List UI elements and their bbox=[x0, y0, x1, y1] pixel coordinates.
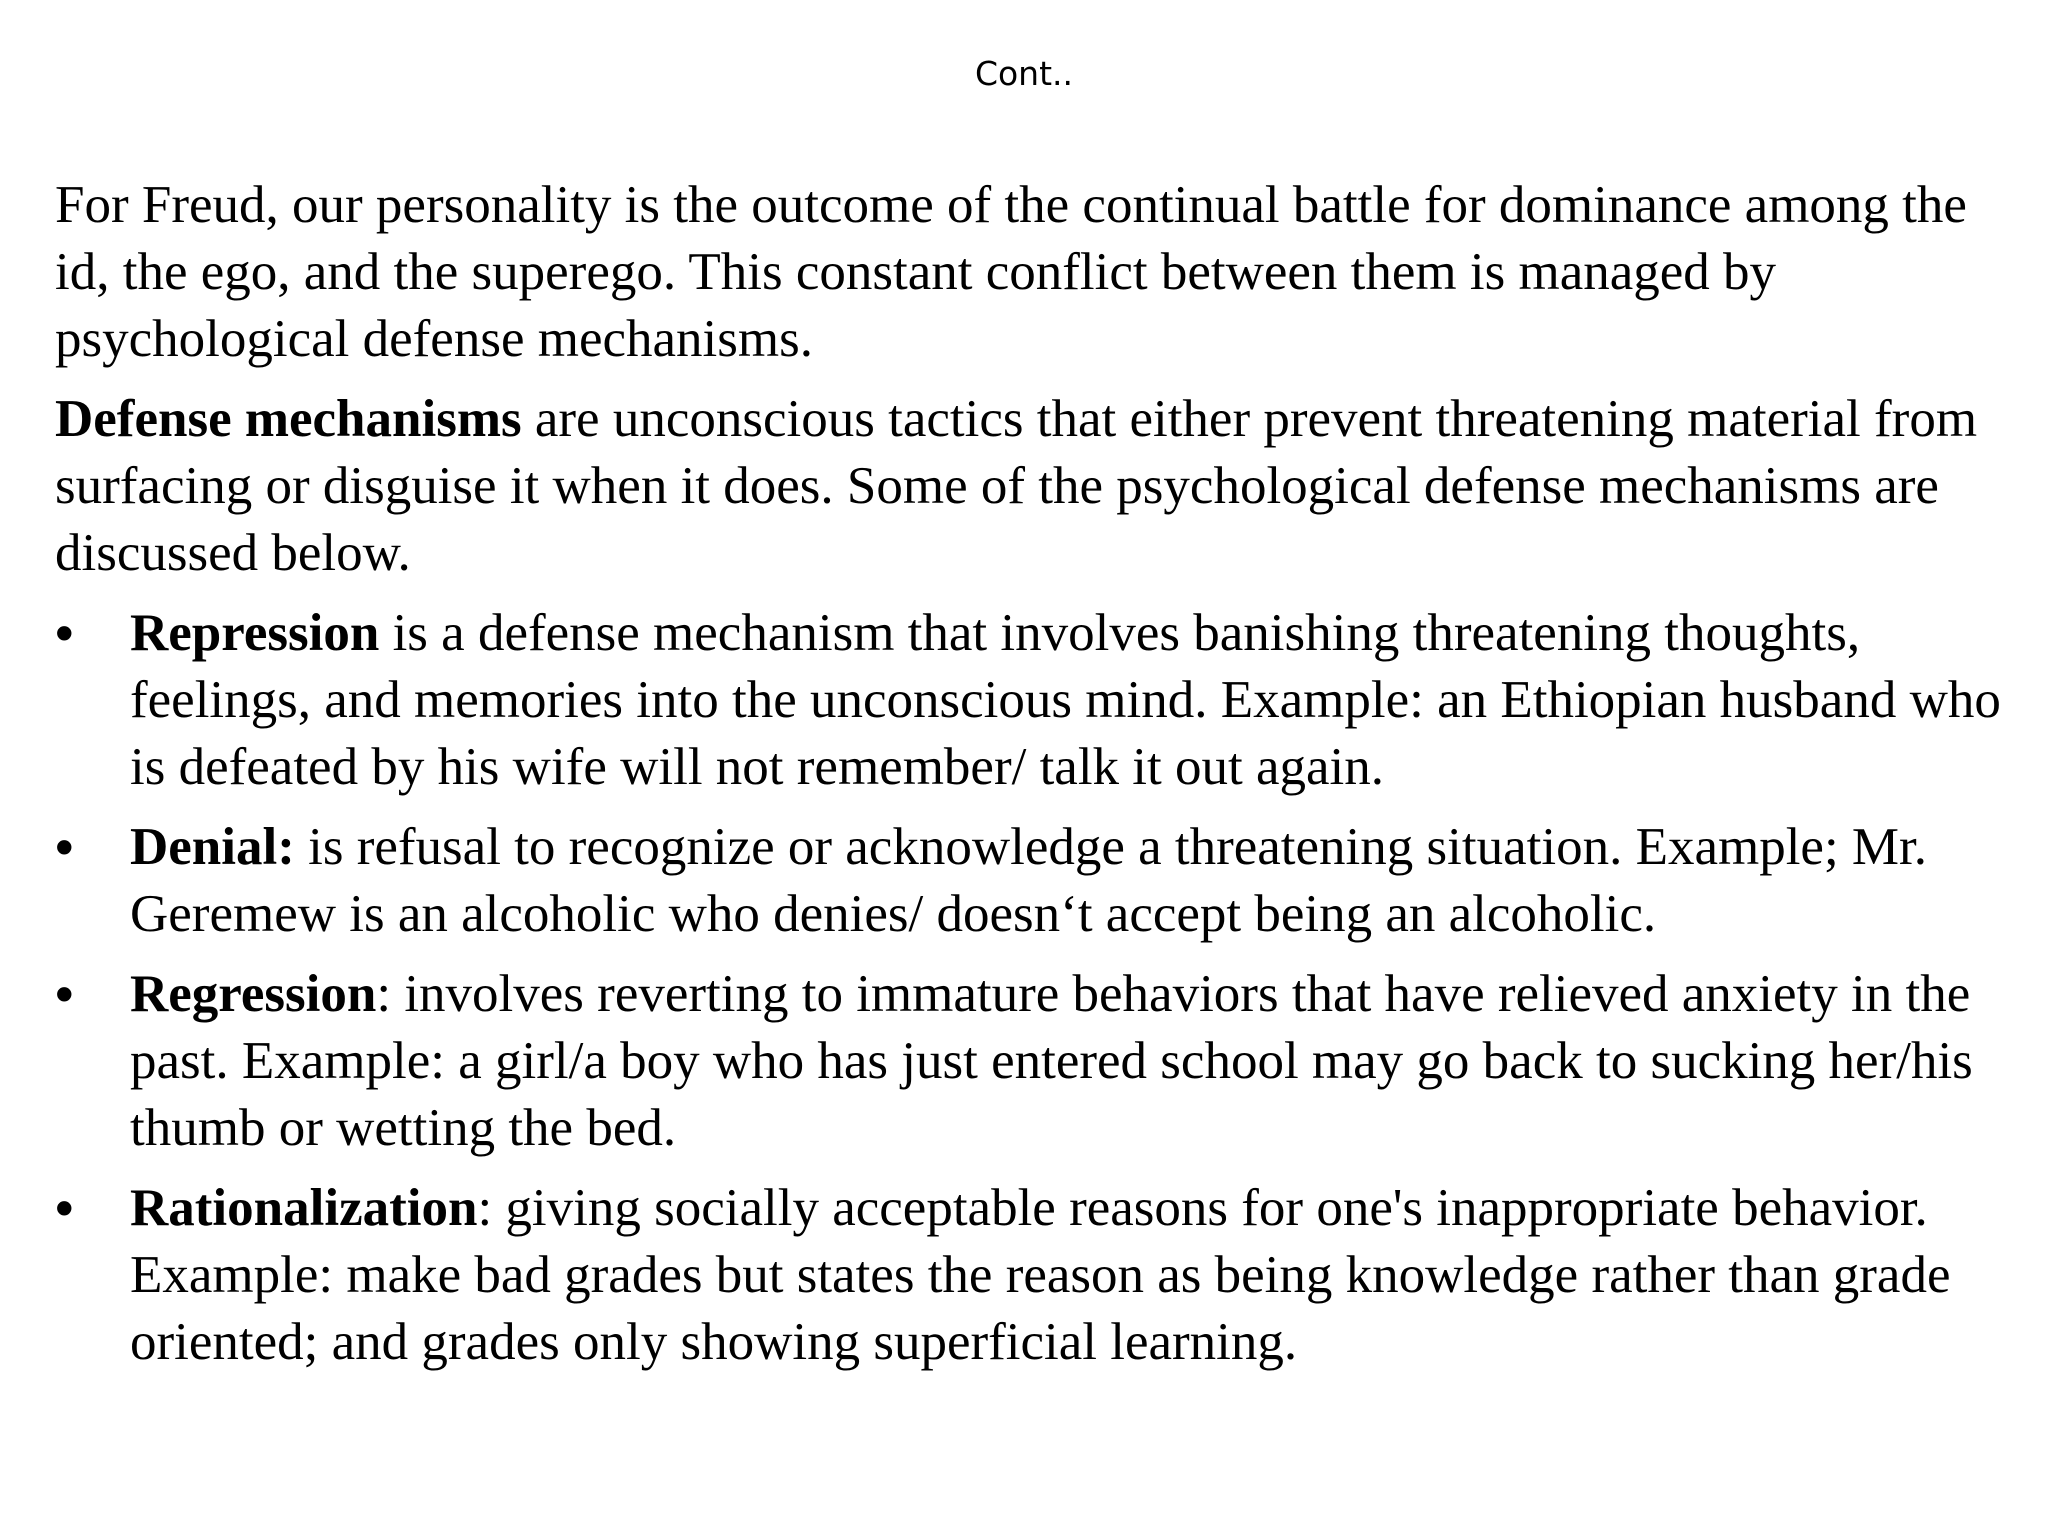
item-text: : involves reverting to immature behaviors that have relieved anxiety in the past. Example: a girl/a boy who has just entered school may go back to sucking her/his thumb or wetting the bed. bbox=[130, 965, 1973, 1157]
item-text: : giving socially acceptable reasons for one's inappropriate behavior. Example: make bad grades but states the reason as being knowledge rather than grade oriented; and grades only showing superficial learning. bbox=[130, 1179, 1951, 1371]
item-text: is refusal to recognize or acknowledge a threatening situation. Example; Mr. Geremew is an alcoholic who denies/ doesn‘t accept being an alcoholic. bbox=[130, 818, 1928, 943]
intro-text: For Freud, our personality is the outcome of the continual battle for dominance among the id, the ego, and the superego. This constant conflict between them is managed by psychological defense mechanisms. bbox=[55, 176, 1967, 368]
bullet-icon: • bbox=[55, 965, 74, 1024]
bullet-icon: • bbox=[55, 604, 74, 663]
item-term: Rationalization bbox=[130, 1179, 478, 1237]
definition-text: are unconscious tactics that either prevent threatening material from surfacing or disguise it when it does. Some of the psychological defense mechanisms are discussed below. bbox=[55, 390, 1978, 582]
slide-body bbox=[55, 172, 2015, 1389]
list-item-denial bbox=[55, 814, 2015, 948]
definition-term: Defense mechanisms bbox=[55, 390, 522, 448]
list-item-regression bbox=[55, 961, 2015, 1162]
definition-paragraph bbox=[55, 386, 2015, 587]
intro-paragraph bbox=[55, 172, 2015, 373]
slide-title: Cont.. bbox=[974, 54, 1074, 93]
bullet-icon: • bbox=[55, 818, 74, 877]
item-term: Denial: bbox=[130, 818, 295, 876]
item-term: Repression bbox=[130, 604, 380, 662]
list-item-rationalization bbox=[55, 1175, 2015, 1376]
defense-mechanism-list bbox=[55, 600, 2015, 1376]
bullet-icon: • bbox=[55, 1179, 74, 1238]
item-term: Regression bbox=[130, 965, 377, 1023]
list-item-repression bbox=[55, 600, 2015, 801]
item-text: is a defense mechanism that involves banishing threatening thoughts, feelings, and memories into the unconscious mind. Example: an Ethiopian husband who is defeated by his wife will not remember/ talk it out again. bbox=[130, 604, 2001, 796]
